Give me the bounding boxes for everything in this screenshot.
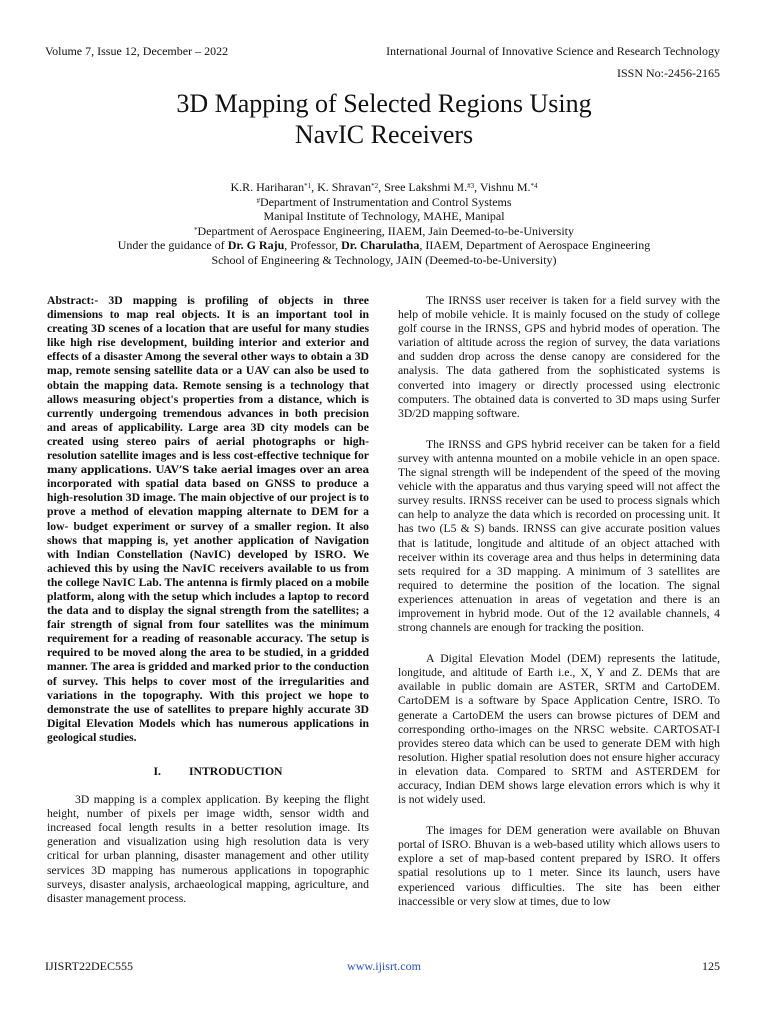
authors-and-affiliations bbox=[0, 180, 768, 267]
abstract-text: incorporated with spatial data based on GNSS to produce a high-resolution 3D image. The main objective of our project is to prove a method of elevation mapping alternate to DEM for a low- budget experiment or survey of a smaller region. It also shows that mapping is, yet another application of Navigation with Indian Constellation (NavIC) developed by ISRO. We achieved this by using the NavIC receivers available to us from the college NavIC Lab. The antenna is firmly placed on a mobile platform, along with the setup which includes a laptop to record the data and to display the signal strength from the satellites; a fair strength of signal from four satellites was the minimum requirement for a reading of reasonable accuracy. The setup is required to be moved along the area to be studied, in a gridded manner. The area is gridded and marked prior to the conduction of survey. This helps to cover most of the irregularities and variations in the topography. With this project we hope to demonstrate the use of satellites to prepare highly accurate 3D Digital Elevation Models which has numerous applications in geological studies. bbox=[47, 477, 369, 744]
abstract-text: Abstract:- 3D mapping is profiling of objects in three dimensions to map real objects. It is an important tool in creating 3D scenes of a location that are useful for many studies like high rise development, building interior and exterior and effects of a disaster Among the several other ways to obtain a 3D map, remote sensing satellite data or a UAV can also be used to obtain the mapping data. Remote sensing is a technology that allows measuring object's properties from a distance, which is currently undergoing tremendous advances in both precision and areas of applicability. Large area 3D city models can be created using stereo pairs of aerial photographs or high-resolution satellite images and is less cost-effective technique for bbox=[47, 294, 369, 463]
footer-paper-id: IJISRT22DEC555 bbox=[45, 959, 133, 973]
affiliation-department-2 bbox=[0, 224, 768, 239]
body-paragraph: A Digital Elevation Model (DEM) represents the latitude, longitude, and altitude of Earth i.e., X, Y and Z. DEMs that are available in public domain are ASTER, SRTM and CartoDEM. CartoDEM is a software by Space Application Centre, ISRO. To generate a CartoDEM the users can browse pictures of DEM and corresponding ortho-images on the NRSC website. CARTOSAT-I provides stereo data which can be used to generate DEM with high resolution. Higher spatial resolution does not ensure higher accuracy in elevation data. Compared to SRTM and ASTERDEM for accuracy, Indian DEM shows large elevation errors which is why it is not widely used. bbox=[398, 652, 720, 807]
paper-title-line-1: 3D Mapping of Selected Regions Using bbox=[176, 89, 592, 118]
header-journal-name: International Journal of Innovative Science and Research Technology bbox=[386, 44, 720, 58]
affiliation-text: Department of Aerospace Engineering, IIAEM, Jain Deemed-to-be-University bbox=[197, 223, 575, 238]
guidance-text: , IIAEM, Department of Aerospace Engineering bbox=[419, 238, 651, 252]
guidance-line bbox=[0, 238, 768, 253]
author-separator: , bbox=[311, 180, 318, 194]
intro-paragraph: 3D mapping is a complex application. By keeping the flight height, number of pixels per image width, sensor width and increased focal length results in a better resolution image. Its generation and visualization using high resolution data is very critical for urban planning, disaster management and other utility services 3D mapping has numerous applications in topographic surveys, disaster analysis, archaeological mapping, agriculture, and disaster management process. bbox=[47, 793, 369, 905]
section-heading-introduction bbox=[47, 765, 369, 779]
affiliation-school: School of Engineering & Technology, JAIN (Deemed-to-be-University) bbox=[211, 252, 557, 267]
author-marker: #3 bbox=[467, 182, 475, 190]
footer-website bbox=[0, 959, 768, 973]
guidance-text: , Professor, bbox=[284, 238, 342, 252]
author-marker: *4 bbox=[530, 182, 538, 190]
guide-name: Dr. Charulatha bbox=[341, 238, 420, 252]
paper-title-line-2: NavIC Receivers bbox=[294, 120, 474, 149]
section-number: I. bbox=[153, 765, 161, 778]
author-separator: , bbox=[474, 180, 480, 194]
author-marker: *1 bbox=[304, 182, 312, 190]
body-paragraph: The IRNSS and GPS hybrid receiver can be taken for a field survey with antenna mounted on a mobile vehicle in an open space. The signal strength will be independent of the speed of the moving vehicle with the apparatus and thus varying speed will not affect the survey results. IRNSS receiver can be used to process signals which can help to analyze the data which is recorded on processing unit. It has two (L5 & S) bands. IRNSS can give accurate position values that is latitude, longitude and altitude of an object attached with receiver within its coverage area and thus helps in determining data sets required for a 3D mapping. A minimum of 3 satellites are required to determine the position of the location. The signal experiences attenuation in areas of vegetation and there is an improvement in hybrid mode. Out of the 12 available channels, 4 strong channels are enough for tracking the position. bbox=[398, 437, 720, 635]
author-name: Vishnu M. bbox=[479, 180, 531, 194]
author-name: K.R. Hariharan bbox=[230, 180, 305, 194]
header-issn: ISSN No:-2456-2165 bbox=[616, 66, 720, 80]
header-volume-issue: Volume 7, Issue 12, December – 2022 bbox=[45, 44, 229, 58]
author-marker: *2 bbox=[371, 182, 379, 190]
right-column bbox=[398, 294, 720, 909]
guide-name: Dr. G Raju bbox=[227, 238, 285, 252]
abstract bbox=[47, 294, 369, 745]
page-number: 125 bbox=[702, 959, 720, 973]
guidance-prefix: Under the guidance of bbox=[117, 238, 228, 252]
affiliation-institute-1: Manipal Institute of Technology, MAHE, Manipal bbox=[263, 209, 505, 223]
affiliation-department-1 bbox=[0, 195, 768, 210]
body-paragraph: The IRNSS user receiver is taken for a field survey with the help of mobile vehicle. It is mainly focused on the study of college golf course in the IRNSS, GPS and hybrid modes of operation. The variation of altitude across the region of survey, the data variations and sudden drop across the dense canopy are considered for the analysis. The data gathered from the sophisticated systems is converted into imagery or directly processed using electronic computers. The obtained data is converted to 3D maps using Surfer 3D/2D mapping software. bbox=[398, 294, 720, 420]
affiliation-text: Department of Instrumentation and Control Systems bbox=[259, 194, 512, 209]
abstract-text: many applications. UAV’S take aerial images over an area bbox=[47, 464, 369, 477]
paper-title bbox=[0, 88, 768, 150]
author-name: K. Shravan bbox=[317, 180, 372, 194]
affiliation-marker: * bbox=[193, 225, 198, 234]
author-list bbox=[0, 180, 768, 195]
author-name: Sree Lakshmi M. bbox=[384, 180, 468, 194]
section-title: INTRODUCTION bbox=[188, 765, 283, 778]
body-paragraph: The images for DEM generation were available on Bhuvan portal of ISRO. Bhuvan is a web-based utility which allows users to explore a set of map-based content prepared by ISRO. It offers spatial resolutions up to 1 meter. Since its launch, users have experienced various difficulties. The site has been either inaccessible or very slow at times, due to low bbox=[398, 824, 720, 908]
journal-website-link[interactable]: www.ijisrt.com bbox=[347, 959, 421, 973]
author-separator: , bbox=[378, 180, 385, 194]
left-column bbox=[47, 294, 369, 906]
affiliation-marker: # bbox=[256, 196, 260, 205]
